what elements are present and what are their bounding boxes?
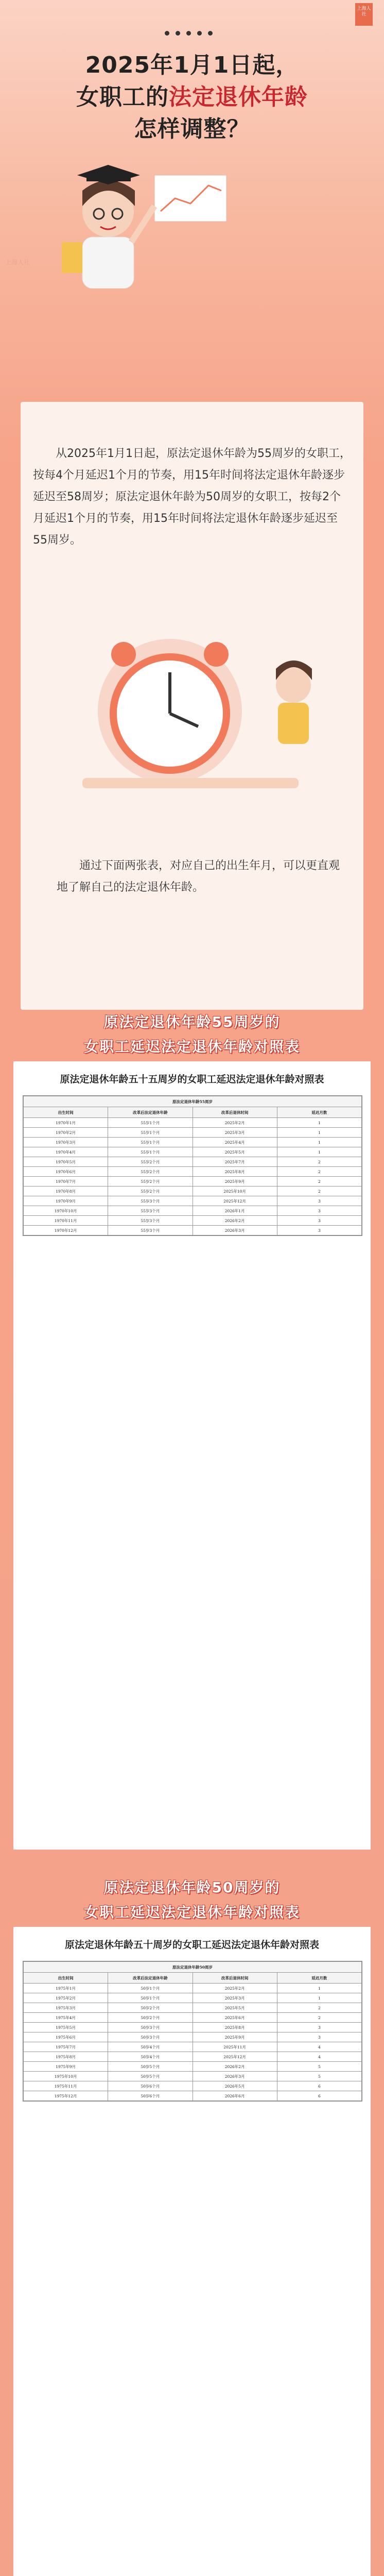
- table-cell: 1970年9月: [24, 1196, 108, 1206]
- table-cell: 1975年1月: [24, 1984, 108, 1993]
- table-cell: 2025年7月: [193, 1157, 277, 1167]
- table-cell: 50岁5个月: [108, 2072, 193, 2081]
- table-cell: 2025年6月: [193, 2013, 277, 2023]
- table-cell: 3: [277, 2032, 361, 2042]
- table-cell: 55岁2个月: [108, 1187, 193, 1196]
- table-cell: 3: [277, 2023, 361, 2032]
- table-row: [24, 1167, 362, 1177]
- table-cell: 1970年1月: [24, 1118, 108, 1128]
- table-cell: 1: [277, 1993, 361, 2003]
- table-cell: 2025年3月: [193, 1993, 277, 2003]
- table-cell: 4: [277, 2042, 361, 2052]
- table-cell: 5: [277, 2062, 361, 2072]
- table-row: [24, 1147, 362, 1157]
- table-cell: 50岁1个月: [108, 1984, 193, 1993]
- dot: [208, 31, 213, 36]
- table-cell: 1970年12月: [24, 1226, 108, 1235]
- table-cell: 5: [277, 2072, 361, 2081]
- table-cell: 2025年3月: [193, 1128, 277, 1138]
- table-row: [24, 2052, 362, 2062]
- title-line-2-highlight: 法定退休年龄: [169, 84, 308, 110]
- table-row: [24, 2003, 362, 2013]
- table-cell: 55岁1个月: [108, 1128, 193, 1138]
- banner-55-line-1: 原法定退休年龄55周岁的: [103, 1013, 281, 1030]
- table-cell: 2: [277, 2013, 361, 2023]
- table-cell: 3: [277, 1196, 361, 1206]
- table-cell: 2: [277, 1187, 361, 1196]
- table-cell: 1970年3月: [24, 1138, 108, 1147]
- table-row: [24, 1206, 362, 1216]
- table-cell: 2025年9月: [193, 1177, 277, 1187]
- table-cell: 1970年7月: [24, 1177, 108, 1187]
- table-cell: 6: [277, 2091, 361, 2101]
- table-row: [24, 1177, 362, 1187]
- table-55-col-header: 延迟月数: [277, 1107, 361, 1118]
- table-cell: 1970年6月: [24, 1167, 108, 1177]
- table-cell: 2026年1月: [193, 1206, 277, 1216]
- table-cell: 1: [277, 1118, 361, 1128]
- table-cell: 1970年2月: [24, 1128, 108, 1138]
- table-cell: 1970年4月: [24, 1147, 108, 1157]
- table-cell: 2025年5月: [193, 1147, 277, 1157]
- table-cell: 1975年11月: [24, 2081, 108, 2091]
- table-row: [24, 1196, 362, 1206]
- table-cell: 2026年2月: [193, 1216, 277, 1226]
- table-row: [24, 2062, 362, 2072]
- table-cell: 1975年5月: [24, 2023, 108, 2032]
- table-cell: 50岁1个月: [108, 1993, 193, 2003]
- header: [0, 0, 384, 289]
- logo-badge: [355, 3, 373, 26]
- table-cell: 55岁2个月: [108, 1177, 193, 1187]
- banner-50-line-2: 女职工延迟法定退休年龄对照表: [83, 1904, 300, 1921]
- table-cell: 1: [277, 1984, 361, 1993]
- dot: [197, 31, 202, 36]
- table-cell: 2025年10月: [193, 1187, 277, 1196]
- table-cell: 2: [277, 1177, 361, 1187]
- table-cell: 50岁2个月: [108, 2003, 193, 2013]
- table-row: [24, 1216, 362, 1226]
- title-line-1: 2025年1月1日起，: [85, 52, 299, 78]
- table-row: [24, 2013, 362, 2023]
- table-cell: 50岁6个月: [108, 2091, 193, 2101]
- table-row: [24, 1226, 362, 1235]
- table-cell: 55岁1个月: [108, 1147, 193, 1157]
- table-cell: 3: [277, 1226, 361, 1235]
- table-cell: 1970年5月: [24, 1157, 108, 1167]
- clock-illustration: [21, 608, 363, 845]
- banner-55-line-2: 女职工延迟法定退休年龄对照表: [83, 1038, 300, 1055]
- table-cell: 2026年5月: [193, 2081, 277, 2091]
- table-cell: 2025年11月: [193, 2042, 277, 2052]
- table-cell: 2026年6月: [193, 2091, 277, 2101]
- table-cell: 2025年5月: [193, 2003, 277, 2013]
- table-row: [24, 1118, 362, 1128]
- table-cell: 1975年9月: [24, 2062, 108, 2072]
- table-cell: 2025年8月: [193, 1167, 277, 1177]
- table-cell: 55岁3个月: [108, 1216, 193, 1226]
- table-cell: 2025年2月: [193, 1118, 277, 1128]
- intro-paragraph-1: 从2025年1月1日起，原法定退休年龄为55周岁的女职工，按每4个月延迟1个月的节奏，用15年时间将法定退休年龄逐步延迟至58周岁；原法定退休年龄为50周岁的女职工，按每2个月延迟1个月的节奏，用15年时间将法定退休年龄逐步延迟至55周岁。: [33, 447, 351, 547]
- table-cell: 1975年3月: [24, 2003, 108, 2013]
- table-50-grid: [23, 1961, 362, 2101]
- table-50-col-header: 出生时间: [24, 1973, 108, 1984]
- table-row: [24, 2023, 362, 2032]
- table-cell: 2: [277, 1167, 361, 1177]
- table-55-group-header: 原法定退休年龄55周岁: [24, 1096, 362, 1107]
- table-50-panel: [13, 1927, 371, 2576]
- table-row: [24, 1128, 362, 1138]
- dot: [176, 31, 180, 36]
- intro-text-2: [57, 855, 345, 899]
- table-cell: 1970年10月: [24, 1206, 108, 1216]
- table-row: [24, 1187, 362, 1196]
- table-55-panel: [13, 1061, 371, 1850]
- table-cell: 1975年12月: [24, 2091, 108, 2101]
- title-line-3: 怎样调整？: [134, 116, 250, 142]
- table-cell: 2025年9月: [193, 2032, 277, 2042]
- table-row: [24, 2072, 362, 2081]
- table-cell: 2025年12月: [193, 2052, 277, 2062]
- table-cell: 55岁2个月: [108, 1167, 193, 1177]
- table-cell: 55岁3个月: [108, 1196, 193, 1206]
- table-cell: 1975年4月: [24, 2013, 108, 2023]
- table-row: [24, 2032, 362, 2042]
- table-cell: 50岁4个月: [108, 2042, 193, 2052]
- table-cell: 3: [277, 1216, 361, 1226]
- table-cell: 1975年10月: [24, 2072, 108, 2081]
- table-cell: 1: [277, 1147, 361, 1157]
- table-cell: 1970年8月: [24, 1187, 108, 1196]
- table-55: [23, 1095, 362, 1236]
- table-cell: 2025年8月: [193, 2023, 277, 2032]
- table-cell: 2026年3月: [193, 1226, 277, 1235]
- table-cell: 6: [277, 2081, 361, 2091]
- table-55-title: 原法定退休年龄五十五周岁的女职工延迟法定退休年龄对照表: [60, 1074, 324, 1085]
- teacher-illustration: [0, 155, 384, 289]
- table-row: [24, 2091, 362, 2101]
- table-50-col-header: 延迟月数: [277, 1973, 361, 1984]
- table-cell: 4: [277, 2052, 361, 2062]
- watermark: 上海人社: [5, 259, 30, 266]
- table-cell: 50岁4个月: [108, 2052, 193, 2062]
- table-cell: 1975年7月: [24, 2042, 108, 2052]
- table-cell: 55岁3个月: [108, 1206, 193, 1216]
- table-cell: 50岁6个月: [108, 2081, 193, 2091]
- dot: [165, 31, 169, 36]
- table-cell: 1: [277, 1128, 361, 1138]
- table-55-grid: [23, 1096, 362, 1235]
- table-50: [23, 1961, 362, 2102]
- intro-paragraph-2: 通过下面两张表，对应自己的出生年月，可以更直观地了解自己的法定退休年龄。: [57, 859, 340, 894]
- table-row: [24, 1138, 362, 1147]
- table-cell: 50岁3个月: [108, 2032, 193, 2042]
- table-row: [24, 1984, 362, 1993]
- banner-55: [0, 1010, 384, 1059]
- table-cell: 1: [277, 1138, 361, 1147]
- dot: [186, 31, 191, 36]
- table-cell: 1975年8月: [24, 2052, 108, 2062]
- table-cell: 2026年2月: [193, 2062, 277, 2072]
- table-cell: 2: [277, 1157, 361, 1167]
- table-cell: 1975年2月: [24, 1993, 108, 2003]
- banner-50-line-1: 原法定退休年龄50周岁的: [103, 1879, 281, 1896]
- table-cell: 2: [277, 2003, 361, 2013]
- table-cell: 1970年11月: [24, 1216, 108, 1226]
- table-cell: 55岁2个月: [108, 1157, 193, 1167]
- table-cell: 2025年2月: [193, 1984, 277, 1993]
- table-cell: 2025年4月: [193, 1138, 277, 1147]
- table-55-col-header: 出生时间: [24, 1107, 108, 1118]
- table-50-col-header: 改革后退休时间: [193, 1973, 277, 1984]
- intro-text: [33, 443, 351, 551]
- table-cell: 1975年6月: [24, 2032, 108, 2042]
- table-cell: 50岁3个月: [108, 2023, 193, 2032]
- table-row: [24, 2081, 362, 2091]
- table-50-group-header: 原法定退休年龄50周岁: [24, 1962, 362, 1973]
- table-cell: 55岁1个月: [108, 1138, 193, 1147]
- logo-text: 上海人社: [357, 6, 371, 17]
- table-cell: 3: [277, 1206, 361, 1216]
- table-cell: 2025年12月: [193, 1196, 277, 1206]
- table-55-col-header: 改革后退休时间: [193, 1107, 277, 1118]
- table-cell: 55岁3个月: [108, 1226, 193, 1235]
- decor-dots: [165, 31, 213, 36]
- table-cell: 50岁2个月: [108, 2013, 193, 2023]
- table-row: [24, 1993, 362, 2003]
- table-row: [24, 1157, 362, 1167]
- table-cell: 55岁1个月: [108, 1118, 193, 1128]
- table-cell: 50岁5个月: [108, 2062, 193, 2072]
- table-55-col-header: 改革后法定退休年龄: [108, 1107, 193, 1118]
- table-50-col-header: 改革后法定退休年龄: [108, 1973, 193, 1984]
- page-title: [0, 49, 384, 145]
- table-row: [24, 2042, 362, 2052]
- banner-50: [0, 1875, 384, 1925]
- table-cell: 2026年3月: [193, 2072, 277, 2081]
- title-line-2-pre: 女职工的: [76, 84, 169, 110]
- table-50-title: 原法定退休年龄五十周岁的女职工延迟法定退休年龄对照表: [64, 1939, 319, 1951]
- title-line-2: [0, 81, 384, 113]
